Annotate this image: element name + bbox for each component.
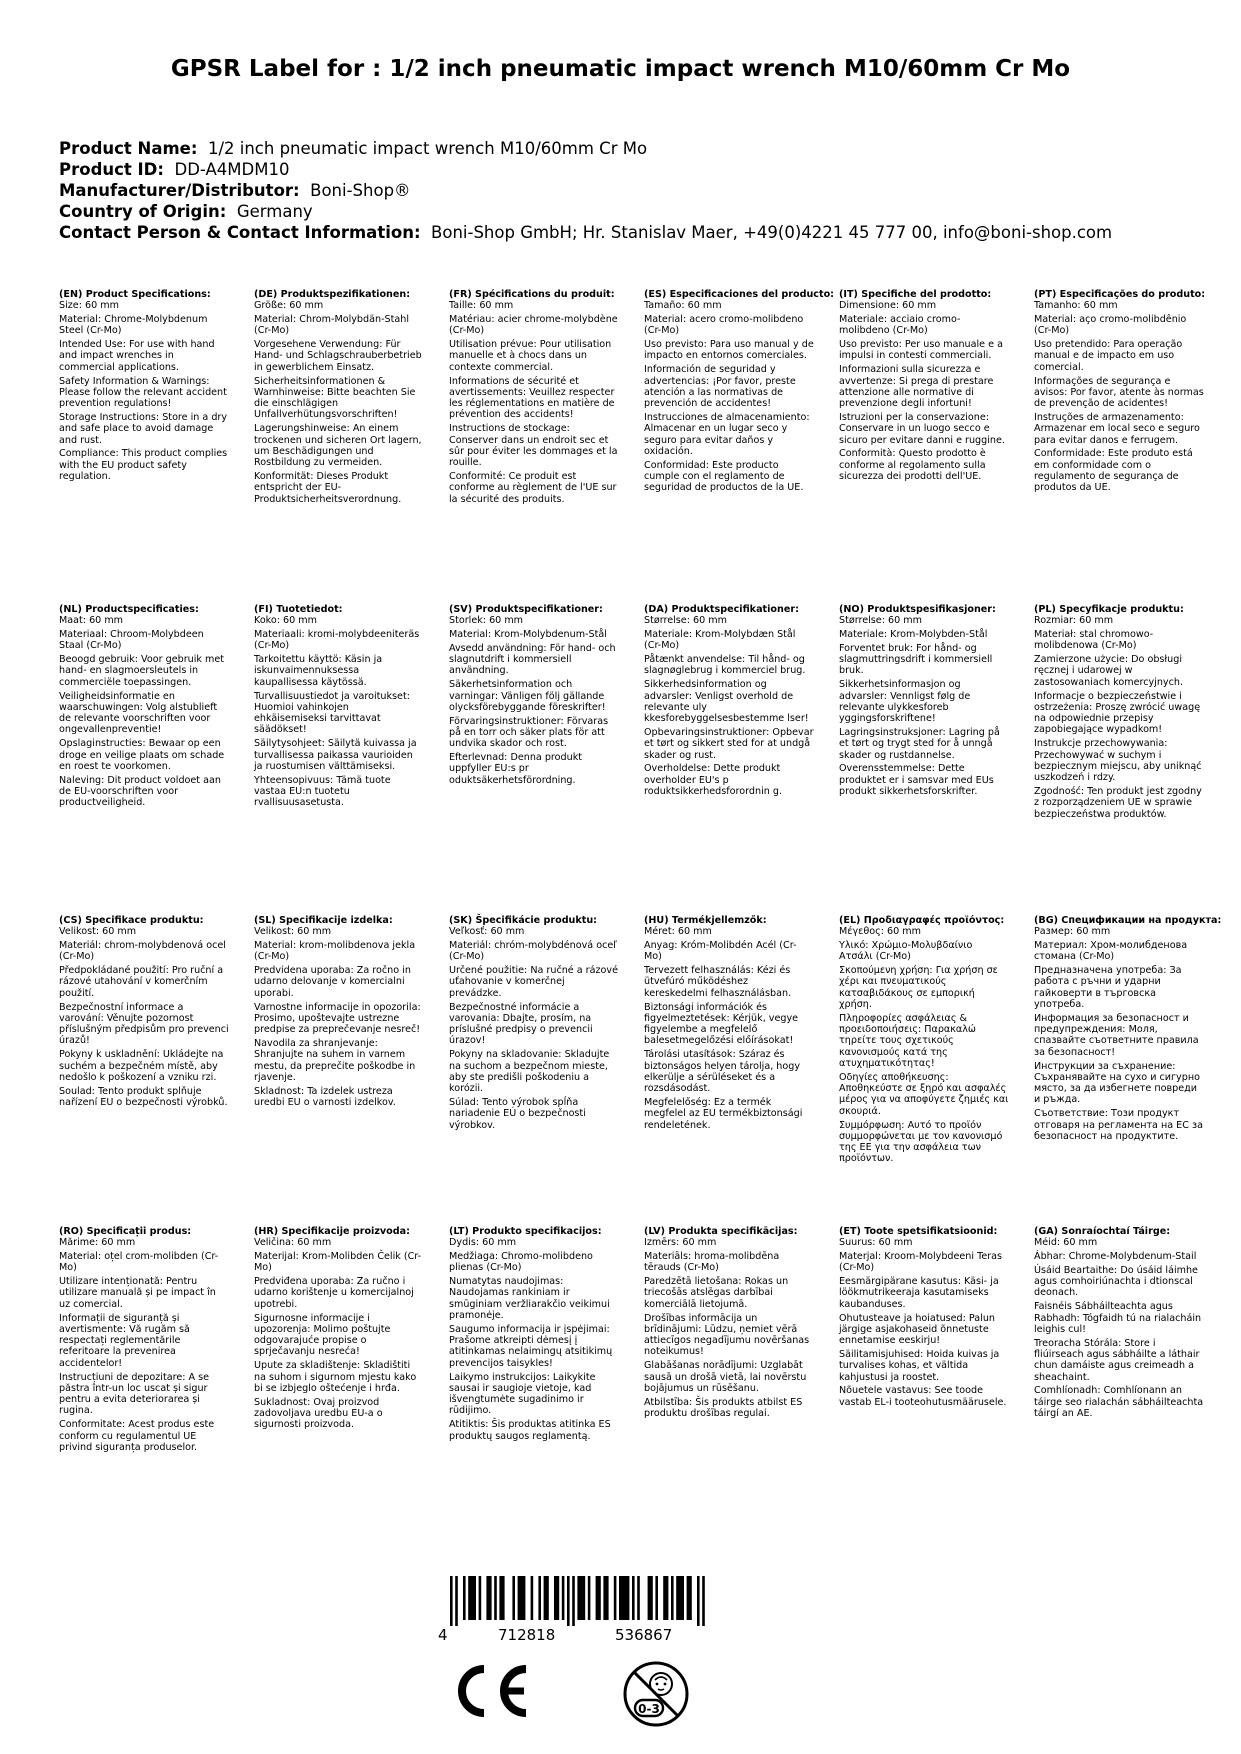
barcode-bar xyxy=(531,1576,534,1620)
barcode-bar xyxy=(518,1576,526,1620)
section-storage: Οδηγίες αποθήκευσης: Αποθηκεύστε σε ξηρό και ασφαλές μέρος για να αποφύγετε ζημιές και σκουριά. xyxy=(839,1071,1009,1117)
section-size: Μέγεθος: 60 mm xyxy=(839,926,921,938)
section-size: Dydis: 60 mm xyxy=(449,1237,517,1249)
product-id-value: DD-A4MDM10 xyxy=(174,160,290,179)
section-heading: (PT) Especificações do produto: xyxy=(1034,289,1206,300)
barcode-bar xyxy=(455,1576,458,1626)
section-size: Dimensione: 60 mm xyxy=(839,300,937,312)
ean-barcode xyxy=(432,1576,742,1642)
section-storage: Instruções de armazenamento: Armazenar em local seco e seguro para evitar danos e ferrugem. xyxy=(1034,411,1200,446)
section-heading: (EL) Προδιαγραφές προϊόντος: xyxy=(839,915,1005,926)
barcode-bar xyxy=(468,1576,476,1620)
section-use: Paredzētā lietošana: Rokas un triecošās atslēgas darbībai komerciālā lietojumā. xyxy=(644,1276,789,1310)
section-storage: Förvaringsinstruktioner: Förvaras på en torr och säker plats för att undvika skador och rost. xyxy=(449,715,609,750)
section-material: Material: aço cromo-molibdênio (Cr-Mo) xyxy=(1034,314,1187,337)
section-heading: (HR) Specifikacije proizvoda: xyxy=(254,1226,410,1237)
section-compliance: Συμμόρφωση: Αυτό το προϊόν συμμορφώνεται με τον κανονισμό της ΕΕ για την ασφάλεια των προϊόντων. xyxy=(839,1119,1003,1165)
section-use: Uso previsto: Per uso manuale e a impulsi in contesti commerciali. xyxy=(839,339,1003,362)
section-material: Matériau: acier chrome-molybdène (Cr-Mo) xyxy=(449,314,618,337)
product-id-row xyxy=(59,159,1112,180)
section-compliance: Yhteensopivuus: Tämä tuote vastaa EU:n tuotetu rvallisuusasetusta. xyxy=(254,774,391,809)
section-heading: (EN) Product Specifications: xyxy=(59,289,211,300)
section-use: Tarkoitettu käyttö: Käsin ja iskunvaimennuksessa kaupallisessa käytössä. xyxy=(254,654,383,688)
section-material: Materjal: Kroom-Molybdeeni Teras (Cr-Mo) xyxy=(839,1251,1003,1274)
barcode-bar xyxy=(663,1576,668,1620)
section-material: Materiāls: hroma-molibdēna tērauds (Cr-Mo) xyxy=(644,1251,780,1274)
section-material: Material: Chrome-Molybdenum Steel (Cr-Mo) xyxy=(59,314,208,337)
barcode-bar xyxy=(479,1576,482,1620)
section-use: Intended Use: For use with hand and impact wrenches in commercial applications. xyxy=(59,339,215,373)
section-compliance: Efterlevnad: Denna produkt uppfyller EU:s pr oduktsäkerhetsförordning. xyxy=(449,752,583,786)
section-heading: (DA) Produktspecifikationer: xyxy=(644,604,799,615)
section-size: Koko: 60 mm xyxy=(254,615,317,627)
section-storage: Glabāšanas norādījumi: Uzglabāt sausā un drošā vietā, lai novērstu bojājumus un rūsēšanu. xyxy=(644,1360,807,1394)
language-section xyxy=(839,289,1009,485)
section-safety: Информация за безопасност и предупреждения: Моля, спазвайте съответните правила за безопасност! xyxy=(1034,1012,1199,1058)
product-name-label: Product Name: xyxy=(59,139,198,158)
language-section xyxy=(644,289,835,496)
section-heading: (ET) Toote spetsifikatsioonid: xyxy=(839,1226,998,1237)
section-storage: Säilitamisjuhised: Hoida kuivas ja turvalises kohas, et vältida kahjustusi ja roostet. xyxy=(839,1348,1000,1383)
section-heading: (PL) Specyfikacje produktu: xyxy=(1034,604,1184,615)
section-size: Taille: 60 mm xyxy=(449,300,514,312)
section-heading: (NL) Productspecificaties: xyxy=(59,604,199,615)
section-size: Suurus: 60 mm xyxy=(839,1237,913,1249)
section-size: Tamanho: 60 mm xyxy=(1034,300,1118,312)
section-safety: Informații de siguranță și avertismente: Vă rugăm să respectați reglementările referitoare la prevenirea accidentelor! xyxy=(59,1312,190,1369)
section-heading: (HU) Termékjellemzők: xyxy=(644,915,767,926)
section-heading: (NO) Produktspesifikasjoner: xyxy=(839,604,996,615)
contact-label: Contact Person & Contact Information: xyxy=(59,223,421,242)
contact-row xyxy=(59,222,1112,243)
language-section xyxy=(644,915,814,1133)
language-section xyxy=(59,1226,229,1456)
section-storage: Storage Instructions: Store in a dry and safe place to avoid damage and rust. xyxy=(59,411,228,446)
spec-row xyxy=(59,604,1219,915)
section-heading: (ES) Especificaciones del producto: xyxy=(644,289,835,300)
section-use: Uso pretendido: Para operação manual e de impacto em uso comercial. xyxy=(1034,339,1183,373)
section-use: Σκοπούμενη χρήση: Για χρήση σε χέρι και πνευματικούς κατσαβιδάκους σε εμπορική χρήση. xyxy=(839,965,998,1011)
section-use: Eesmärgipärane kasutus: Käsi- ja löökmutrikeeraja kasutamiseks kaubanduses. xyxy=(839,1276,999,1310)
section-storage: Treoracha Stórála: Store i fliúirseach agus sábháilte a láthair chun damáiste agus creimeadh a sheachaint. xyxy=(1034,1337,1200,1383)
section-storage: Istruzioni per la conservazione: Conservare in un luogo secco e sicuro per evitare danni e ruggine. xyxy=(839,411,1005,446)
section-safety: Biztonsági információk és figyelmeztetések: Kérjük, vegye figyelembe a megfelelő balesetmegelőzési előírásokat! xyxy=(644,1001,799,1047)
section-compliance: Conformidade: Este produto está em conformidade com o regulamento de segurança de produtos da UE. xyxy=(1034,448,1193,494)
section-size: Izmērs: 60 mm xyxy=(644,1237,717,1249)
section-safety: Informazioni sulla sicurezza e avvertenze: Si prega di prestare attenzione alle normative di prevenzione degli infortuni! xyxy=(839,364,994,410)
barcode-bar xyxy=(588,1576,591,1620)
barcode-bar xyxy=(619,1576,629,1620)
section-storage: Pokyny k uskladnění: Ukládejte na suchém a bezpečném místě, aby nedošlo k poškození a vzniku rzi. xyxy=(59,1049,224,1083)
barcode-bar xyxy=(450,1576,453,1626)
section-use: Beoogd gebruik: Voor gebruik met hand- en slagmoersleutels in commerciële toepassingen. xyxy=(59,654,224,688)
section-use: Utilisation prévue: Pour utilisation manuelle et à chocs dans un contexte commercial. xyxy=(449,339,612,373)
section-compliance: Súlad: Tento výrobok spĺňa nariadenie EÚ o bezpečnosti výrobkov. xyxy=(449,1096,586,1131)
section-compliance: Conformità: Questo prodotto è conforme al regolamento sulla sicurezza dei prodotti dell'UE. xyxy=(839,448,986,482)
section-size: Storlek: 60 mm xyxy=(449,615,524,627)
section-material: Medžiaga: Chromo-molibdeno plienas (Cr-Mo) xyxy=(449,1251,593,1274)
section-heading: (BG) Спецификации на продукта: xyxy=(1034,915,1222,926)
barcode-bar xyxy=(676,1576,684,1620)
section-safety: Bezpečnostné informácie a varovania: Dbajte, prosím, na príslušné predpisy o prevencii úrazov! xyxy=(449,1001,593,1047)
barcode-bar xyxy=(648,1576,653,1620)
section-heading: (RO) Specificații produs: xyxy=(59,1226,192,1237)
section-compliance: Overholdelse: Dette produkt overholder EU's p roduktsikkerhedsforordnin g. xyxy=(644,763,783,797)
section-storage: Instrucciones de almacenamiento: Almacenar en un lugar seco y seguro para evitar daños y oxidación. xyxy=(644,411,810,457)
section-compliance: Comhlíonadh: Comhlíonann an táirge seo rialachán sábháilteachta táirgí an AE. xyxy=(1034,1385,1204,1419)
section-compliance: Zgodność: Ten produkt jest zgodny z rozporządzeniem UE w sprawie bezpieczeństwa produktów. xyxy=(1034,785,1202,820)
barcode-bar xyxy=(544,1576,549,1620)
section-compliance: Sukladnost: Ovaj proizvod zadovoljava uredbu EU-a o sigurnosti proizvoda. xyxy=(254,1396,383,1431)
section-use: Vorgesehene Verwendung: Für Hand- und Schlagschrauberbetrieb in gewerblichem Einsatz. xyxy=(254,339,422,373)
barcode-digits-left: 712818 xyxy=(498,1626,556,1644)
section-heading: (LV) Produkta specifikācijas: xyxy=(644,1226,798,1237)
section-material: Υλικό: Χρώμιο-Μολυβδαίνιο Ατσάλι (Cr-Mo) xyxy=(839,940,973,963)
section-storage: Lagringsinstruksjoner: Lagring på et tørt og trygt sted for å unngå skader og rustdannelse. xyxy=(839,726,1000,761)
language-section xyxy=(1034,604,1204,822)
section-storage: Opslaginstructies: Bewaar op een droge en veilige plaats om schade en roest te voorkomen. xyxy=(59,738,225,772)
section-size: Velikost: 60 mm xyxy=(59,926,137,938)
manufacturer-row xyxy=(59,180,1112,201)
section-use: Numatytas naudojimas: Naudojamas rankiniam ir smūginiam veržliarakčio veikimui pramonėje. xyxy=(449,1276,610,1322)
section-safety: Veiligheidsinformatie en waarschuwingen: Volg alstublieft de relevante voorschriften voor ongevallenpreventie! xyxy=(59,690,218,736)
section-storage: Pokyny na skladovanie: Skladujte na suchom a bezpečnom mieste, aby ste predišli poškodeniu a korózii. xyxy=(449,1049,610,1095)
section-storage: Инструкции за съхранение: Съхранявайте на сухо и сигурно място, за да избегнете повреди и ръжда. xyxy=(1034,1060,1200,1106)
section-compliance: Compliance: This product complies with the EU product safety regulation. xyxy=(59,448,228,482)
section-size: Veličina: 60 mm xyxy=(254,1237,332,1249)
language-section xyxy=(254,604,424,811)
section-safety: Turvallisuustiedot ja varoitukset: Huomioi vahinkojen ehkäisemiseksi tarvittavat säädökset! xyxy=(254,690,410,736)
section-safety: Sikkerhedsinformation og advarsler: Venligst overhold de relevante uly kkesforebyggelsesbestemme lser! xyxy=(644,679,809,725)
section-material: Ábhar: Chrome-Molybdenum-Stail xyxy=(1034,1251,1197,1263)
barcode-digit-first: 4 xyxy=(438,1626,448,1644)
section-size: Méid: 60 mm xyxy=(1034,1237,1098,1249)
section-size: Size: 60 mm xyxy=(59,300,119,312)
section-compliance: Konformität: Dieses Produkt entspricht der EU-Produktsicherheitsverordnung. xyxy=(254,470,402,505)
age-warning-icon xyxy=(622,1660,690,1728)
product-name-row xyxy=(59,138,1112,159)
barcode-bar xyxy=(499,1576,504,1620)
section-size: Mărime: 60 mm xyxy=(59,1237,136,1249)
spec-row xyxy=(59,289,1219,604)
section-compliance: Overensstemmelse: Dette produktet er i samsvar med EUs produkt sikkerhetsforskrifter. xyxy=(839,763,994,797)
section-compliance: Megfelelőség: Ez a termék megfelel az EU termékbiztonsági rendeletének. xyxy=(644,1096,803,1131)
section-compliance: Naleving: Dit product voldoet aan de EU-voorschriften voor productveiligheid. xyxy=(59,774,221,809)
section-storage: Säilytysohjeet: Säilytä kuivassa ja turvallisessa paikassa vaurioiden ja ruostumisen välttämiseksi. xyxy=(254,738,417,772)
barcode-bar xyxy=(486,1576,491,1620)
barcode-bar xyxy=(614,1576,617,1620)
barcode-bar xyxy=(632,1576,635,1620)
section-size: Velikost: 60 mm xyxy=(254,926,332,938)
barcode-bar xyxy=(562,1576,565,1620)
section-heading: (LT) Produkto specifikacijos: xyxy=(449,1226,602,1237)
language-section xyxy=(644,1226,814,1422)
section-use: Zamierzone użycie: Do obsługi ręcznej i udarowej w zastosowaniach komercyjnych. xyxy=(1034,654,1184,688)
origin-label: Country of Origin: xyxy=(59,202,227,221)
section-safety: Varnostne informacije in opozorila: Prosimo, upoštevajte ustrezne predpise za preprečevanje nesreč! xyxy=(254,1001,421,1036)
product-id-label: Product ID: xyxy=(59,160,164,179)
section-material: Material: acero cromo-molibdeno (Cr-Mo) xyxy=(644,314,804,337)
section-use: Forventet bruk: For hånd- og slagmuttringsdrift i kommersiell bruk. xyxy=(839,642,993,677)
barcode-bar xyxy=(687,1576,692,1620)
section-compliance: Skladnost: Ta izdelek ustreza uredbi EU o varnosti izdelkov. xyxy=(254,1085,396,1108)
section-material: Material: Chrom-Molybdän-Stahl (Cr-Mo) xyxy=(254,314,410,337)
section-material: Materiale: acciaio cromo-molibdeno (Cr-Mo) xyxy=(839,314,961,337)
section-compliance: Conformitate: Acest produs este conform cu regulamentul UE privind siguranța produselor. xyxy=(59,1419,215,1453)
section-storage: Lagerungshinweise: An einem trockenen und sicheren Ort lagern, um Beschädigungen und Rostbildung zu vermeiden. xyxy=(254,423,422,469)
section-safety: Bezpečnostní informace a varování: Věnujte pozornost příslušným předpisům pro prevenci úrazů! xyxy=(59,1001,229,1047)
barcode-bar xyxy=(463,1576,466,1620)
section-size: Størrelse: 60 mm xyxy=(644,615,727,627)
origin-value: Germany xyxy=(236,202,313,221)
section-use: Předpokládané použití: Pro ruční a rázové utahování v komerčním použití. xyxy=(59,965,224,999)
section-use: Utilizare intenționată: Pentru utilizare manuală și pe impact în uz comercial. xyxy=(59,1276,216,1310)
contact-value: Boni-Shop GmbH; Hr. Stanislav Maer, +49(0)4221 45 777 00, info@boni-shop.com xyxy=(431,223,1113,242)
product-name-value: 1/2 inch pneumatic impact wrench M10/60mm Cr Mo xyxy=(207,139,648,158)
manufacturer-label: Manufacturer/Distributor: xyxy=(59,181,300,200)
section-use: Určené použitie: Na ručné a rázové uťahovanie v komerčnej prevádzke. xyxy=(449,965,618,999)
section-use: Avsedd användning: För hand- och slagnutdrift i kommersiell användning. xyxy=(449,642,616,677)
specifications-grid xyxy=(59,289,1222,1526)
section-size: Méret: 60 mm xyxy=(644,926,712,938)
section-storage: Instructions de stockage: Conserver dans un endroit sec et sûr pour éviter les dommages et la rouille. xyxy=(449,423,618,469)
manufacturer-value: Boni-Shop® xyxy=(310,181,411,200)
barcode-bar xyxy=(512,1576,515,1620)
section-compliance: Conformidad: Este producto cumple con el reglamento de seguridad de productos de la UE. xyxy=(644,459,804,494)
barcode-bar xyxy=(655,1576,658,1620)
language-section xyxy=(254,289,424,507)
section-compliance: Atitiktis: Šis produktas atitinka ES produktų saugos reglamentą. xyxy=(449,1419,611,1442)
barcode-bar xyxy=(603,1576,608,1620)
section-size: Размер: 60 mm xyxy=(1034,926,1111,938)
section-use: Påtænkt anvendelse: Til hånd- og slagnøglebrug i kommerciel brug. xyxy=(644,654,806,677)
section-storage: Laikymo instrukcijos: Laikykite sausai ir saugioje vietoje, kad išvengtumėte sugadinimo ir rūdijimo. xyxy=(449,1371,596,1417)
section-storage: Tárolási utasítások: Száraz és biztonságos helyen tárolja, hogy elkerülje a sérüléseket és a rozsdásodást. xyxy=(644,1049,801,1095)
section-compliance: Nõuetele vastavus: See toode vastab EL-i tooteohutusmäärusele. xyxy=(839,1385,1007,1408)
language-section xyxy=(1034,915,1222,1145)
section-material: Anyag: Króm-Molibdén Acél (Cr-Mo) xyxy=(644,940,797,963)
section-heading: (GA) Sonraíochtaí Táirge: xyxy=(1034,1226,1171,1237)
language-section xyxy=(839,915,1009,1167)
section-compliance: Soulad: Tento produkt splňuje nařízení EU o bezpečnosti výrobků. xyxy=(59,1085,228,1108)
section-material: Material: krom-molibdenova jekla (Cr-Mo) xyxy=(254,940,416,963)
section-heading: (FI) Tuotetiedot: xyxy=(254,604,343,615)
section-storage: Instrucțiuni de depozitare: A se păstra într-un loc uscat și sigur pentru a evita deteriorarea și rugina. xyxy=(59,1371,210,1417)
section-use: Uso previsto: Para uso manual y de impacto en entornos comerciales. xyxy=(644,339,814,362)
language-section xyxy=(254,1226,424,1433)
page-title: GPSR Label for : 1/2 inch pneumatic impact wrench M10/60mm Cr Mo xyxy=(170,56,1071,82)
section-size: Veľkosť: 60 mm xyxy=(449,926,525,938)
section-size: Rozmiar: 60 mm xyxy=(1034,615,1114,627)
section-material: Materiaali: kromi-molybdeeniteräs (Cr-Mo) xyxy=(254,629,420,652)
section-heading: (SV) Produktspecifikationer: xyxy=(449,604,603,615)
section-heading: (DE) Produktspezifikationen: xyxy=(254,289,411,300)
section-compliance: Съответствие: Този продукт отговаря на регламента на ЕС за безопасност на продуктите. xyxy=(1034,1108,1203,1142)
section-material: Material: Krom-Molybdenum-Stål xyxy=(449,629,607,641)
section-safety: Πληροφορίες ασφάλειας & προειδοποιήσεις: Παρακαλώ τηρείτε τους σχετικούς κανονισμούς κατά της ατυχηματικότητας! xyxy=(839,1012,976,1070)
barcode-bar xyxy=(671,1576,674,1620)
section-material: Materiaal: Chroom-Molybdeen Staal (Cr-Mo) xyxy=(59,629,204,652)
spec-row xyxy=(59,915,1222,1226)
language-section xyxy=(59,604,229,811)
ce-mark-icon xyxy=(450,1661,530,1721)
section-safety: Saugumo informacija ir įspėjimai: Prašome atkreipti dėmesį į atitinkamas nelaimingų atsitikimų prevencijos taisykles! xyxy=(449,1323,613,1369)
language-section xyxy=(59,915,229,1111)
barcode-bar xyxy=(494,1576,497,1620)
barcode-bar xyxy=(697,1576,700,1626)
language-section xyxy=(449,604,619,788)
section-safety: Sikkerhetsinformasjon og advarsler: Vennligst følg de relevante ulykkesforeb yggingsforskriftene! xyxy=(839,679,971,725)
section-heading: (SL) Specifikacije izdelka: xyxy=(254,915,393,926)
section-safety: Ohutusteave ja hoiatused: Palun järgige asjakohaseid õnnetuste ennetamise eeskirju! xyxy=(839,1312,995,1347)
barcode-bar xyxy=(577,1576,585,1620)
language-section xyxy=(1034,1226,1204,1422)
section-storage: Upute za skladištenje: Skladištiti na suhom i sigurnom mjestu kako bi se izbjeglo oštećenje i hrđa. xyxy=(254,1360,417,1394)
language-section xyxy=(644,604,814,800)
barcode-bar xyxy=(554,1576,559,1620)
section-compliance: Conformité: Ce produit est conforme au règlement de l'UE sur la sécurité des produits. xyxy=(449,470,617,505)
language-section xyxy=(839,1226,1009,1410)
section-use: Tervezett felhasználás: Kézi és ütvefúró működéshez kereskedelmi felhasználásban. xyxy=(644,965,792,999)
section-size: Tamaño: 60 mm xyxy=(644,300,722,312)
language-section xyxy=(254,915,424,1111)
section-material: Materiál: chróm-molybdénová oceľ (Cr-Mo) xyxy=(449,940,617,963)
section-safety: Información de seguridad y advertencias: ¡Por favor, preste atención a las normativas de prevención de accidentes! xyxy=(644,364,796,410)
section-use: Úsáid Beartaithe: Do úsáid láimhe agus comhoiriúnachta i dtionscal deonach. xyxy=(1034,1264,1198,1299)
section-material: Materiál: chrom-molybdenová ocel (Cr-Mo) xyxy=(59,940,226,963)
barcode-bar xyxy=(702,1576,705,1626)
barcode-bar xyxy=(637,1576,640,1620)
section-material: Materiał: stal chromowo-molibdenowa (Cr-Mo) xyxy=(1034,629,1154,652)
section-safety: Säkerhetsinformation och varningar: Vänligen följ gällande olycksförebyggande föreskrifter! xyxy=(449,679,606,713)
section-safety: Sicherheitsinformationen & Warnhinweise: Bitte beachten Sie die einschlägigen Unfallverhütungsvorschriften! xyxy=(254,375,416,421)
section-safety: Informations de sécurité et avertissements: Veuillez respecter les réglementations en matière de prévention des accidents! xyxy=(449,375,615,421)
section-storage: Navodila za shranjevanje: Shranjujte na suhem in varnem mestu, da preprečite poškodbe in rjavenje. xyxy=(254,1037,416,1083)
section-material: Материал: Хром-молибденова стомана (Cr-Mo) xyxy=(1034,940,1188,963)
section-safety: Sigurnosne informacije i upozorenja: Molimo poštujte odgovarajuće propise o sprječavanju nesreća! xyxy=(254,1312,391,1358)
origin-row xyxy=(59,201,1112,222)
barcode-digits-right: 536867 xyxy=(615,1626,673,1644)
section-heading: (FR) Spécifications du produit: xyxy=(449,289,615,300)
section-material: Material: oțel crom-molibden (Cr-Mo) xyxy=(59,1251,219,1274)
barcode-bar xyxy=(572,1576,575,1626)
barcode-bar xyxy=(567,1576,570,1626)
section-safety: Informações de segurança e avisos: Por favor, atente às normas de prevenção de acidentes! xyxy=(1034,375,1204,410)
section-material: Materijal: Krom-Molibden Čelik (Cr-Mo) xyxy=(254,1251,422,1274)
section-compliance: Atbilstība: Šis produkts atbilst ES produktu drošības regulai. xyxy=(644,1396,803,1419)
language-section xyxy=(449,915,619,1133)
language-section xyxy=(59,289,229,485)
section-use: Predviđena uporaba: Za ručno i udarno korištenje u komercijalnoj upotrebi. xyxy=(254,1276,414,1310)
section-safety: Drošības informācija un brīdinājumi: Lūdzu, ņemiet vērā attiecīgos negadījumu novēršanas noteikumus! xyxy=(644,1312,810,1358)
section-safety: Informacje o bezpieczeństwie i ostrzeżenia: Proszę zwrócić uwagę na odpowiednie przepisy zapobiegające wypadkom! xyxy=(1034,690,1201,736)
section-material: Materiale: Krom-Molybdæn Stål (Cr-Mo) xyxy=(644,629,796,652)
section-safety: Safety Information & Warnings: Please follow the relevant accident prevention regulations! xyxy=(59,375,227,410)
language-section xyxy=(449,1226,619,1444)
section-heading: (CS) Specifikace produktu: xyxy=(59,915,204,926)
language-section xyxy=(449,289,619,507)
spec-row xyxy=(59,1226,1219,1526)
language-section xyxy=(839,604,1009,800)
language-section xyxy=(1034,289,1204,496)
section-use: Предназначена употреба: За работа с ръчни и ударни гайковерти в търговска употреба. xyxy=(1034,965,1182,1011)
section-use: Predvidena uporaba: Za ročno in udarno delovanje v komercialni uporabi. xyxy=(254,965,411,999)
section-storage: Opbevaringsinstruktioner: Opbevar et tørt og sikkert sted for at undgå skader og rust. xyxy=(644,726,814,761)
section-size: Maat: 60 mm xyxy=(59,615,124,627)
age-warning-label: 0-3 xyxy=(638,1702,660,1716)
section-heading: (IT) Specifiche del prodotto: xyxy=(839,289,992,300)
section-safety: Faisnéis Sábháilteachta agus Rabhadh: Tógfaidh tú na rialacháin leighis cul! xyxy=(1034,1301,1202,1335)
barcode-bars xyxy=(432,1576,742,1626)
barcode-bar xyxy=(538,1576,541,1620)
section-size: Größe: 60 mm xyxy=(254,300,324,312)
barcode-bar xyxy=(596,1576,601,1620)
section-material: Materiale: Krom-Molybden-Stål xyxy=(839,629,988,641)
section-storage: Instrukcje przechowywania: Przechowywać w suchym i bezpiecznym miejscu, aby uniknąć uszkodzeń i rdzy. xyxy=(1034,738,1202,784)
section-size: Størrelse: 60 mm xyxy=(839,615,922,627)
product-info xyxy=(59,138,1112,243)
section-heading: (SK) Špecifikácie produktu: xyxy=(449,915,598,926)
